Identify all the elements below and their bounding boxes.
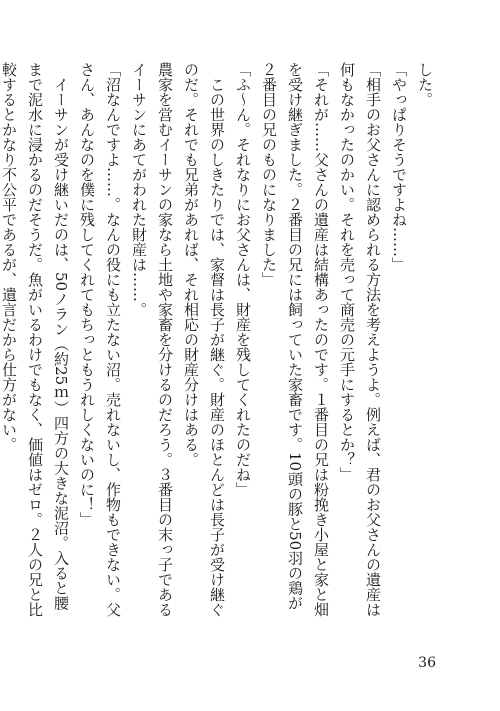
page-number: 36 <box>418 655 436 671</box>
page-body-text <box>0 62 438 622</box>
text-line: 「ふ～ん。それなりにお父さんは、財産を残してくれたのだね」 <box>234 62 252 497</box>
text-paragraph: イーサンが受け継いだのは、50ノラン（約25ｍ）四方の大きな泥沼。入ると腰まで泥水に浸かるのだそうだ。魚がいるわけでもなく、価値はゼロ。２人の兄と比較するとかなり不公平であるが、遺言だから仕方がない。 <box>0 62 70 617</box>
text-line: 「相手のお父さんに認められる方法を考えようよ。例えば、君のお父さんの遺産は何もなかったのかい。それを売って商売の元手にするとか？」 <box>338 62 382 617</box>
text-paragraph: この世界のしきたりでは、家督は長子が継ぐ。財産のほとんどは長子が受け継ぐのだ。それでも兄弟があれば、それ相応の財産分けはある。 <box>182 62 226 617</box>
text-line: した。 <box>416 62 434 107</box>
text-line: 「それが……父さんの遺産は結構あったのです。１番目の兄は粉挽き小屋と家と畑を受け継ぎました。２番目の兄には飼っていた家畜です。10頭の豚と50羽の鶏が２番目の兄のものになりました」 <box>260 62 330 617</box>
text-line: 農家を営むイーサンの家なら土地や家畜を分けるのだろう。３番目の末っ子であるイーサンにあてがわれた財産は……。 <box>130 62 174 617</box>
text-line: 「やっぱりそうですよね……」 <box>390 62 408 272</box>
text-line: 「沼なんですよ……。なんの役にも立たない沼。売れないし、作物もできない。父さん、あんなのを僕に残してくれてもちっともうれしくないのに！」 <box>78 62 122 617</box>
